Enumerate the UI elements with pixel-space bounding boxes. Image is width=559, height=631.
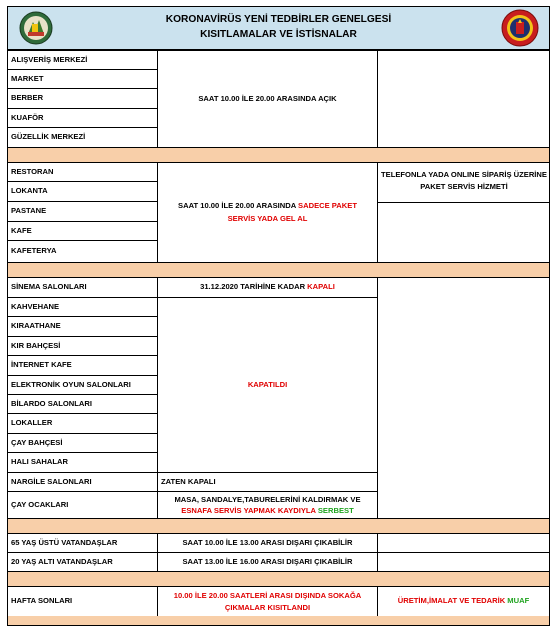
section-separator — [7, 148, 550, 163]
category-cell: LOKANTA — [7, 181, 158, 202]
exception-highlight-green: MUAF — [507, 596, 530, 606]
category-cell: İNTERNET KAFE — [7, 355, 158, 376]
category-cell: KAFE — [7, 221, 158, 241]
category-cell: LOKALLER — [7, 413, 158, 434]
category-cell: ÇAY BAHÇESİ — [7, 433, 158, 453]
rule-cell — [157, 491, 378, 519]
rule-text: MASA, SANDALYE,TABURELERİNİ KALDIRMAK VE — [174, 495, 361, 504]
category-cell: 65 YAŞ ÜSTÜ VATANDAŞLAR — [7, 533, 158, 553]
rule-highlight: KAPALI — [307, 282, 335, 292]
rule-text: SAAT 13.00 İLE 16.00 ARASI DIŞARI ÇIKABİLİR — [182, 556, 353, 566]
category-cell: NARGİLE SALONLARI — [7, 472, 158, 492]
rule-cell — [157, 586, 378, 617]
rule-highlight: 10.00 İLE 20.00 SAATLERİ ARASI DIŞINDA SOKAĞA ÇIKMALAR KISITLANDI — [173, 591, 362, 612]
rule-text: SAAT 10.00 İLE 13.00 ARASI DIŞARI ÇIKABİLİR — [182, 537, 353, 547]
section-separator — [7, 572, 550, 587]
header-bar — [7, 6, 550, 50]
exception-cell — [377, 586, 550, 617]
rule-text: SAAT 10.00 İLE 20.00 ARASINDA — [178, 201, 299, 211]
category-cell: KIRAATHANE — [7, 316, 158, 337]
category-cell: PASTANE — [7, 201, 158, 222]
rule-cell — [157, 162, 378, 263]
category-cell: MARKET — [7, 69, 158, 89]
category-cell: KIR BAHÇESİ — [7, 336, 158, 356]
section-separator — [7, 616, 550, 626]
exception-cell — [377, 552, 550, 572]
category-cell: BERBER — [7, 88, 158, 109]
category-cell: KUAFÖR — [7, 108, 158, 128]
rule-text: 31.12.2020 TARİHİNE KADAR — [200, 282, 308, 292]
section-separator — [7, 519, 550, 534]
category-cell: BİLARDO SALONLARI — [7, 394, 158, 414]
category-cell: GÜZELLİK MERKEZİ — [7, 127, 158, 148]
row-divider — [377, 202, 550, 203]
rule-cell — [157, 50, 378, 148]
rule-cell — [157, 533, 378, 553]
category-cell: SİNEMA SALONLARI — [7, 277, 158, 298]
rule-cell — [157, 277, 378, 298]
category-cell: ÇAY OCAKLARI — [7, 491, 158, 519]
category-cell: KAFETERYA — [7, 240, 158, 263]
rule-cell: ZATEN KAPALI — [157, 472, 378, 492]
restrictions-sheet — [7, 6, 550, 626]
title-line-1: KORONAVİRÜS YENİ TEDBİRLER GENELGESİ — [165, 14, 392, 25]
category-cell: ALIŞVERİŞ MERKEZİ — [7, 50, 158, 70]
exception-cell — [377, 277, 550, 519]
category-cell: KAHVEHANE — [7, 297, 158, 317]
category-cell: 20 YAŞ ALTI VATANDAŞLAR — [7, 552, 158, 572]
rule-text: SAAT 10.00 İLE 20.00 ARASINDA AÇIK — [198, 93, 337, 103]
exception-cell — [377, 533, 550, 553]
rule-highlight: SADECE PAKET SERVİS YADA GEL AL — [227, 201, 357, 223]
category-cell: ELEKTRONİK OYUN SALONLARI — [7, 375, 158, 395]
category-cell: HALI SAHALAR — [7, 452, 158, 473]
rule-highlight-green: SERBEST — [317, 506, 354, 515]
category-cell: RESTORAN — [7, 162, 158, 182]
exception-highlight: ÜRETİM,İMALAT VE TEDARİK — [397, 596, 508, 606]
rule-highlight: ESNAFA SERVİS YAPMAK KAYDIYLA — [181, 506, 318, 515]
section-separator — [7, 263, 550, 278]
exception-cell — [377, 50, 550, 148]
rule-cell — [157, 552, 378, 572]
closed-cell — [157, 297, 378, 473]
category-cell: HAFTA SONLARI — [7, 586, 158, 617]
exception-text: TELEFONLA YADA ONLINE SİPARİŞ ÜZERİNE PAKET SERVİS HİZMETİ — [381, 170, 547, 191]
title-line-2: KISITLAMALAR VE İSTİSNALAR — [200, 29, 357, 40]
closed-text: KAPATILDI — [247, 379, 288, 389]
